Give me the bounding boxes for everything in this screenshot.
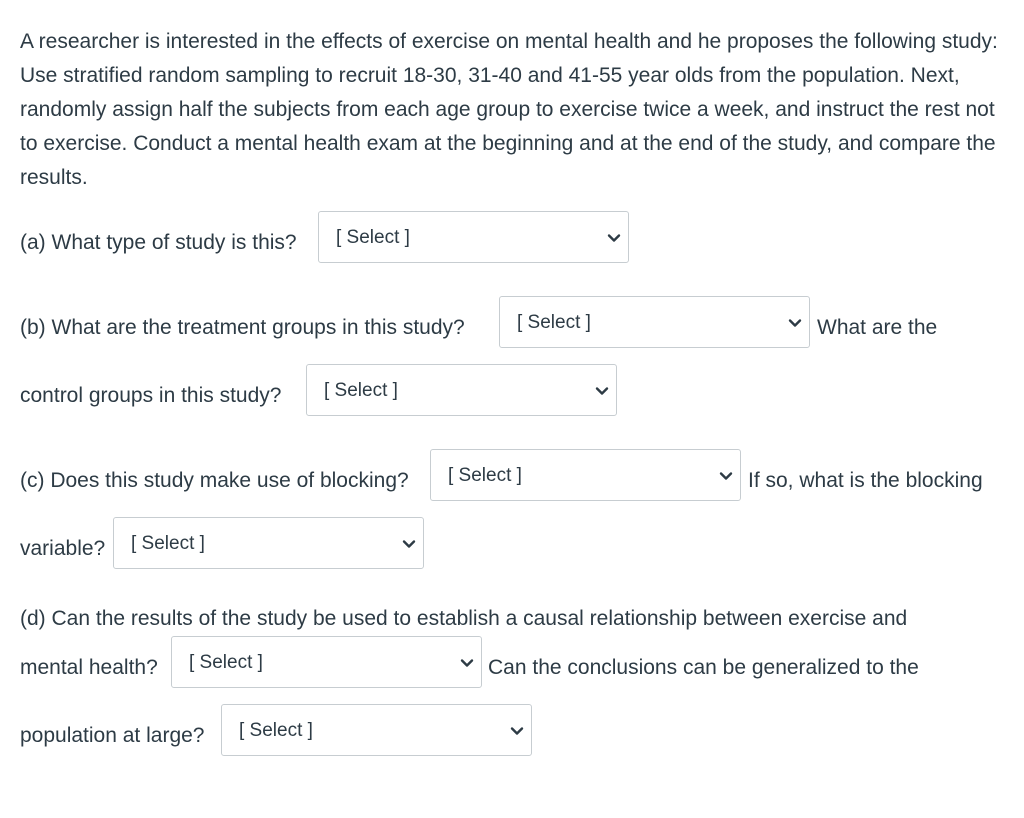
question-b-followup: What are the <box>817 316 938 339</box>
question-a-select[interactable] <box>318 211 629 263</box>
question-a-prompt: (a) What type of study is this? <box>20 231 297 254</box>
question-d-prompt: (d) Can the results of the study be used to establish a causal relationship between exercise and <box>20 607 908 630</box>
chevron-down-icon <box>718 468 734 484</box>
question-b-continued: control groups in this study? <box>20 384 282 407</box>
question-d-followup: Can the conclusions can be generalized to the <box>488 656 919 679</box>
chevron-down-icon <box>606 230 622 246</box>
question-d-continued-2: population at large? <box>20 724 205 747</box>
question-d-generalize-select[interactable] <box>221 704 532 756</box>
select-placeholder: [ Select ] <box>448 465 522 486</box>
question-d-continued: mental health? <box>20 656 158 679</box>
question-c-prompt: (c) Does this study make use of blocking? <box>20 469 409 492</box>
select-placeholder: [ Select ] <box>189 652 263 673</box>
select-placeholder: [ Select ] <box>131 533 205 554</box>
question-b-prompt: (b) What are the treatment groups in this study? <box>20 316 465 339</box>
question-b-treatment-select[interactable] <box>499 296 810 348</box>
question-d-causal-select[interactable] <box>171 636 482 688</box>
question-c-variable-select[interactable] <box>113 517 424 569</box>
select-placeholder: [ Select ] <box>239 720 313 741</box>
select-placeholder: [ Select ] <box>336 227 410 248</box>
chevron-down-icon <box>459 655 475 671</box>
chevron-down-icon <box>401 536 417 552</box>
question-c-followup: If so, what is the blocking <box>748 469 983 492</box>
question-c-continued: variable? <box>20 537 106 560</box>
chevron-down-icon <box>787 315 803 331</box>
select-placeholder: [ Select ] <box>517 312 591 333</box>
question-c-blocking-select[interactable] <box>430 449 741 501</box>
question-b-control-select[interactable] <box>306 364 617 416</box>
question-intro: A researcher is interested in the effects of exercise on mental health and he proposes the following study: Use stratified random sampling to recruit 18-30, 31-40 and 41-55 year olds from the population. Next, randomly assign half the subjects from each age group to exercise twice a week, and instruct the rest not to exercise. Conduct a mental health exam at the beginning and at the end of the study, and compare the results. <box>20 30 998 189</box>
chevron-down-icon <box>509 723 525 739</box>
chevron-down-icon <box>594 383 610 399</box>
select-placeholder: [ Select ] <box>324 380 398 401</box>
